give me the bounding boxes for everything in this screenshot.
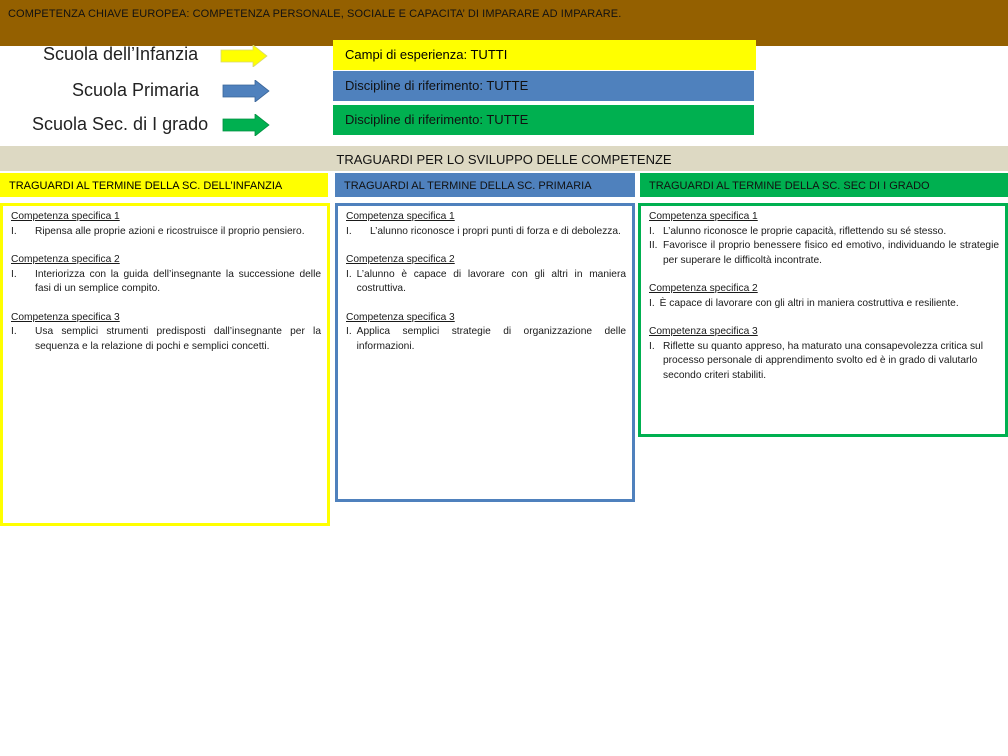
item-number: I.	[346, 268, 352, 280]
competenza-section	[649, 282, 999, 311]
item-number: II.	[649, 240, 658, 251]
school-label-primaria: Scuola Primaria	[72, 80, 200, 100]
item-number: I.	[11, 268, 17, 280]
list-item	[346, 325, 626, 354]
competenza-section	[11, 253, 321, 297]
arrow-shape	[221, 45, 267, 67]
arrow-right-icon	[220, 45, 268, 67]
list-item	[649, 340, 999, 384]
arrow-right-icon	[222, 80, 270, 102]
competenza-title: Competenza specifica 2	[11, 254, 120, 265]
competenza-section	[11, 210, 321, 239]
list-item	[11, 325, 321, 354]
item-number: I.	[649, 225, 655, 237]
item-text: È capace di lavorare con gli altri in maniera costruttiva e resiliente.	[659, 297, 959, 309]
competenza-title: Competenza specifica 1	[649, 211, 758, 222]
competenza-title: Competenza specifica 2	[649, 283, 758, 294]
field-discipline-primaria: Discipline di riferimento: TUTTE	[333, 71, 754, 101]
list-item	[649, 297, 999, 312]
competenza-section	[346, 210, 626, 239]
list-item	[649, 239, 999, 268]
competenza-section	[346, 253, 626, 297]
traguardi-box-infanzia	[0, 203, 330, 526]
item-text: L’alunno riconosce le proprie capacità, riflettendo su sé stesso.	[663, 225, 947, 237]
competenza-title: Competenza specifica 3	[346, 311, 455, 323]
list-item	[11, 268, 321, 297]
competenza-title: Competenza specifica 1	[346, 211, 455, 222]
item-number: I.	[11, 225, 17, 237]
field-campi-esperienza: Campi di esperienza: TUTTI	[333, 40, 756, 70]
item-text: Ripensa alle proprie azioni e ricostruisce il proprio pensiero.	[35, 225, 305, 237]
column-header-secondaria: TRAGUARDI AL TERMINE DELLA SC. SEC DI I GRADO	[640, 173, 1008, 197]
item-text: Usa semplici strumenti predisposti dall’insegnante per la sequenza e la relazione di pochi e semplici concetti.	[35, 326, 321, 352]
section-band	[0, 146, 1008, 171]
item-number: I.	[11, 326, 17, 337]
field-discipline-secondaria: Discipline di riferimento: TUTTE	[333, 105, 754, 135]
item-text: Riflette su quanto appreso, ha maturato una consapevolezza critica sul processo personale di apprendimento svolto ed è in grado di valutarlo secondo criteri stabiliti.	[663, 340, 983, 381]
column-header-primaria: TRAGUARDI AL TERMINE DELLA SC. PRIMARIA	[335, 173, 635, 197]
list-item	[346, 268, 626, 297]
item-text: L’alunno riconosce i propri punti di forza e di debolezza.	[370, 225, 621, 237]
list-item	[649, 225, 999, 240]
band-title: TRAGUARDI PER LO SVILUPPO DELLE COMPETENZE	[336, 152, 672, 167]
item-text: Applica semplici strategie di organizzazione delle informazioni.	[356, 326, 626, 352]
traguardi-box-secondaria	[638, 203, 1008, 437]
list-item	[11, 225, 321, 240]
item-number: I.	[346, 326, 352, 337]
list-item	[346, 225, 626, 240]
page-title: COMPETENZA CHIAVE EUROPEA: COMPETENZA PERSONALE, SOCIALE E CAPACITA’ DI IMPARARE AD IMPARARE.	[8, 8, 622, 20]
competenza-title: Competenza specifica 3	[11, 311, 120, 323]
competenza-title: Competenza specifica 1	[11, 211, 120, 222]
competenza-section	[11, 311, 321, 355]
arrow-shape	[223, 80, 269, 102]
arrow-shape	[223, 114, 269, 136]
item-text: Interiorizza con la guida dell’insegnante la successione delle fasi di un semplice compito.	[35, 268, 321, 294]
item-number: I.	[649, 297, 655, 309]
item-number: I.	[649, 340, 655, 352]
competenza-title: Competenza specifica 3	[649, 326, 758, 337]
school-label-secondaria: Scuola Sec. di I grado	[32, 114, 209, 134]
item-text: Favorisce il proprio benessere fisico ed emotivo, individuando le strategie per superare le difficoltà incontrate.	[663, 240, 999, 266]
item-number: I.	[346, 225, 352, 237]
competenza-section	[649, 210, 999, 268]
competenza-section	[346, 311, 626, 355]
arrow-right-icon	[222, 114, 270, 136]
item-text: L’alunno è capace di lavorare con gli altri in maniera costruttiva.	[356, 268, 626, 294]
competenza-section	[649, 325, 999, 383]
competenza-title: Competenza specifica 2	[346, 254, 455, 265]
column-header-infanzia: TRAGUARDI AL TERMINE DELLA SC. DELL’INFANZIA	[0, 173, 328, 197]
traguardi-box-primaria	[335, 203, 635, 502]
school-label-infanzia: Scuola dell’Infanzia	[43, 44, 199, 64]
